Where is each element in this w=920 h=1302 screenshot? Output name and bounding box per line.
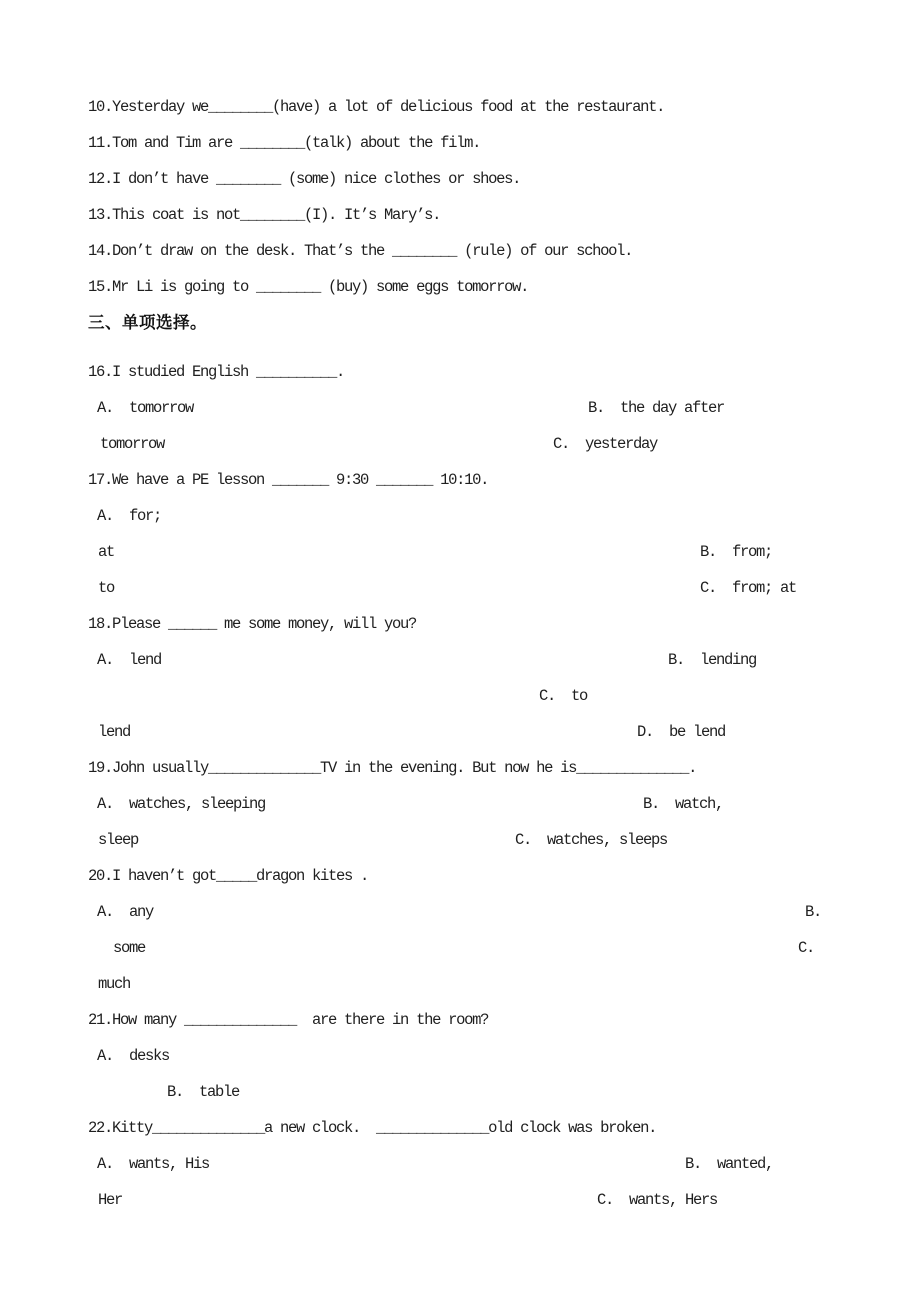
mcq-16-option-b-cont: tomorrow [100, 435, 165, 453]
mcq-20-option-c-cont: much [98, 975, 131, 993]
mcq-18-stem: 18.Please ______ me some money, will you? [88, 615, 417, 633]
mcq-19-option-b: B. watch, [643, 795, 724, 813]
mcq-20-stem: 20.I haven’t got_____dragon kites . [88, 867, 369, 885]
mcq-18-option-d: D. be lend [637, 723, 726, 741]
mcq-17-stem: 17.We have a PE lesson _______ 9:30 _______ 10:10. [88, 471, 489, 489]
fillin-line-13: 13.This coat is not________(I). It’s Mary’s. [88, 206, 441, 224]
mcq-16-option-c: C. yesterday [553, 435, 658, 453]
mcq-17-option-a-cont: at [98, 543, 115, 561]
mcq-18-option-b: B. lending [668, 651, 757, 669]
mcq-22-option-b: B. wanted, [685, 1155, 774, 1173]
fillin-line-10: 10.Yesterday we________(have) a lot of delicious food at the restaurant. [88, 98, 665, 116]
fillin-line-11: 11.Tom and Tim are ________(talk) about the film. [88, 134, 481, 152]
mcq-18-option-a: A. lend [97, 651, 162, 669]
mcq-21-stem: 21.How many ______________ are there in the room? [88, 1011, 489, 1029]
fillin-line-14: 14.Don’t draw on the desk. That’s the ________ (rule) of our school. [88, 242, 633, 260]
fillin-line-12: 12.I don’t have ________ (some) nice clothes or shoes. [88, 170, 521, 188]
mcq-19-option-c: C. watches, sleeps [515, 831, 668, 849]
mcq-22-option-c: C. wants, Hers [597, 1191, 718, 1209]
mcq-20-option-a: A. any [97, 903, 154, 921]
mcq-22-stem: 22.Kitty______________a new clock. ______________old clock was broken. [88, 1119, 657, 1137]
mcq-17-option-b: B. from; [700, 543, 773, 561]
mcq-21-option-b: B. table [167, 1083, 240, 1101]
mcq-21-option-a: A. desks [97, 1047, 170, 1065]
mcq-17-option-b-cont: to [98, 579, 115, 597]
fillin-line-15: 15.Mr Li is going to ________ (buy) some eggs tomorrow. [88, 278, 529, 296]
mcq-16-option-b: B. the day after [588, 399, 725, 417]
section-header: 三、单项选择。 [88, 313, 207, 332]
mcq-18-option-c: C. to [539, 687, 588, 705]
mcq-20-option-c: C. [798, 939, 815, 957]
mcq-16-option-a: A. tomorrow [97, 399, 194, 417]
mcq-18-option-c-cont: lend [98, 723, 131, 741]
mcq-22-option-a: A. wants, His [97, 1155, 210, 1173]
mcq-16-stem: 16.I studied English __________. [88, 363, 345, 381]
mcq-19-option-a: A. watches, sleeping [97, 795, 266, 813]
mcq-19-option-b-cont: sleep [98, 831, 139, 849]
mcq-19-stem: 19.John usually______________TV in the evening. But now he is______________. [88, 759, 697, 777]
mcq-20-option-b: B. [805, 903, 822, 921]
mcq-17-option-a: A. for; [97, 507, 162, 525]
mcq-22-option-b-cont: Her [98, 1191, 123, 1209]
mcq-20-option-b-cont: some [113, 939, 146, 957]
mcq-17-option-c: C. from; at [700, 579, 797, 597]
